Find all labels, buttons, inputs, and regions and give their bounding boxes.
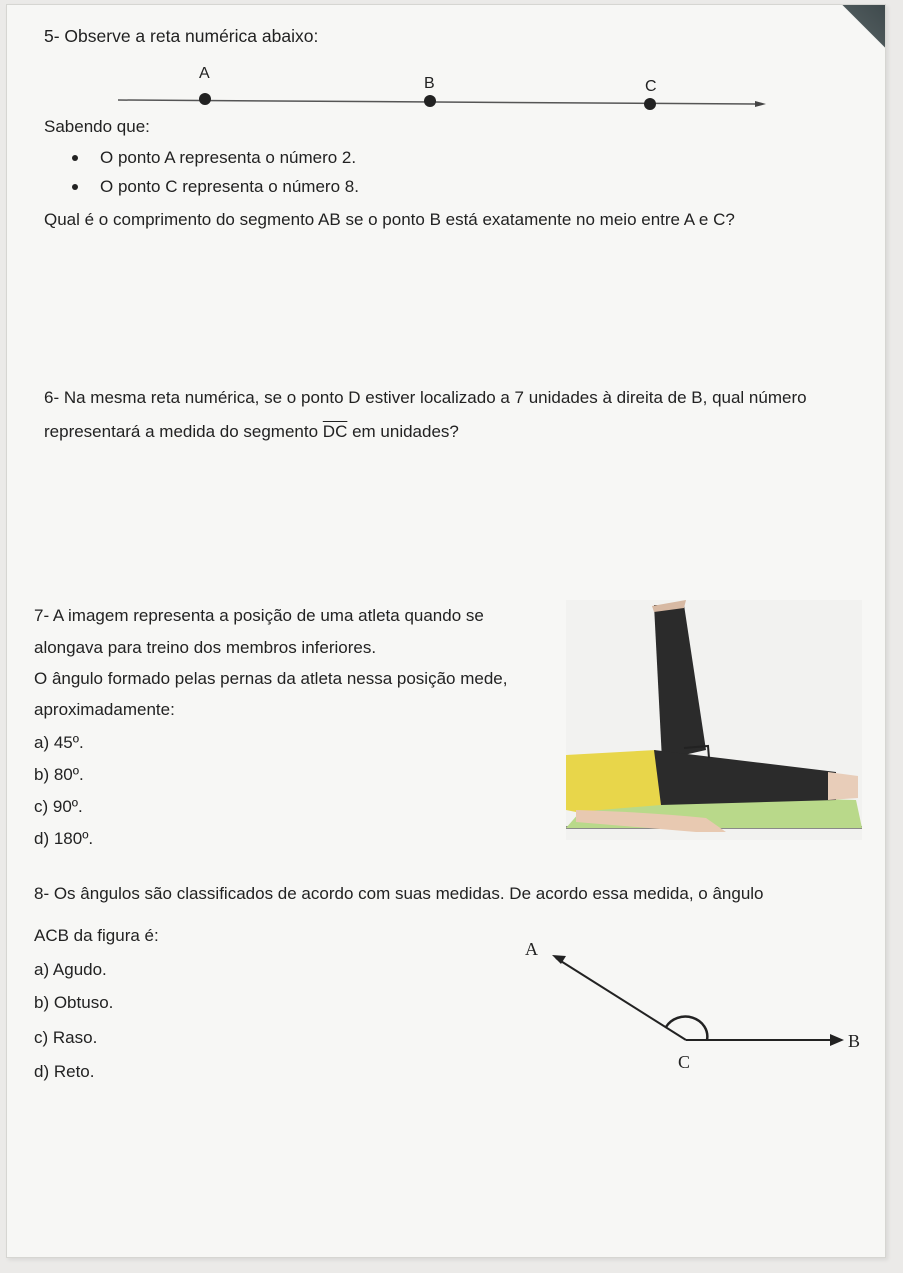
point-b-label: B xyxy=(424,75,435,92)
q5-title: 5- Observe a reta numérica abaixo: xyxy=(44,26,319,46)
q7-option-d: d) 180º. xyxy=(34,829,94,848)
q5-question: Qual é o comprimento do segmento AB se o ponto B está exatamente no meio entre A e C? xyxy=(44,210,735,229)
q7-line-1: 7- A imagem representa a posição de uma atleta quando se xyxy=(34,606,484,625)
segment-dc: $\overline{DC}$ xyxy=(322,422,348,441)
q7-option-b: b) 80º. xyxy=(34,765,84,784)
q8-line-1: 8- Os ângulos são classificados de acordo com suas medidas. De acordo essa medida, o ângulo xyxy=(34,884,764,903)
arrow-b-icon xyxy=(830,1034,844,1046)
point-c-label: C xyxy=(645,78,657,95)
q8-option-a: a) Agudo. xyxy=(34,960,107,979)
q7-option-a: a) 45º. xyxy=(34,733,84,752)
vertex-c-label: C xyxy=(678,1052,691,1072)
q6-line-2-start: representará a medida do segmento xyxy=(44,422,323,441)
q8-option-c: c) Raso. xyxy=(34,1028,98,1047)
q8-line-2: ACB da figura é: xyxy=(34,926,159,945)
vertex-b-label: B xyxy=(848,1031,861,1051)
q5-bullet-2: O ponto C representa o número 8. xyxy=(100,177,359,196)
q8-option-d: d) Reto. xyxy=(34,1062,95,1081)
point-a-label: A xyxy=(199,65,210,82)
q7-option-c: c) 90º. xyxy=(34,797,83,816)
q7-line-2: alongava para treino dos membros inferiores. xyxy=(34,638,377,657)
q7-line-4: aproximadamente: xyxy=(34,700,175,719)
q6-line-1: 6- Na mesma reta numérica, se o ponto D estiver localizado a 7 unidades à direita de B, qual número xyxy=(44,388,807,407)
q8-option-b: b) Obtuso. xyxy=(34,993,114,1012)
q5-knowing: Sabendo que: xyxy=(44,117,150,136)
q6-line-2-end: em unidades? xyxy=(347,422,459,441)
q7-line-3: O ângulo formado pelas pernas da atleta nessa posição mede, xyxy=(34,669,508,688)
vertex-a-label: A xyxy=(525,939,538,959)
q5-bullet-1: O ponto A representa o número 2. xyxy=(100,148,357,167)
angle-arc xyxy=(666,1017,707,1040)
